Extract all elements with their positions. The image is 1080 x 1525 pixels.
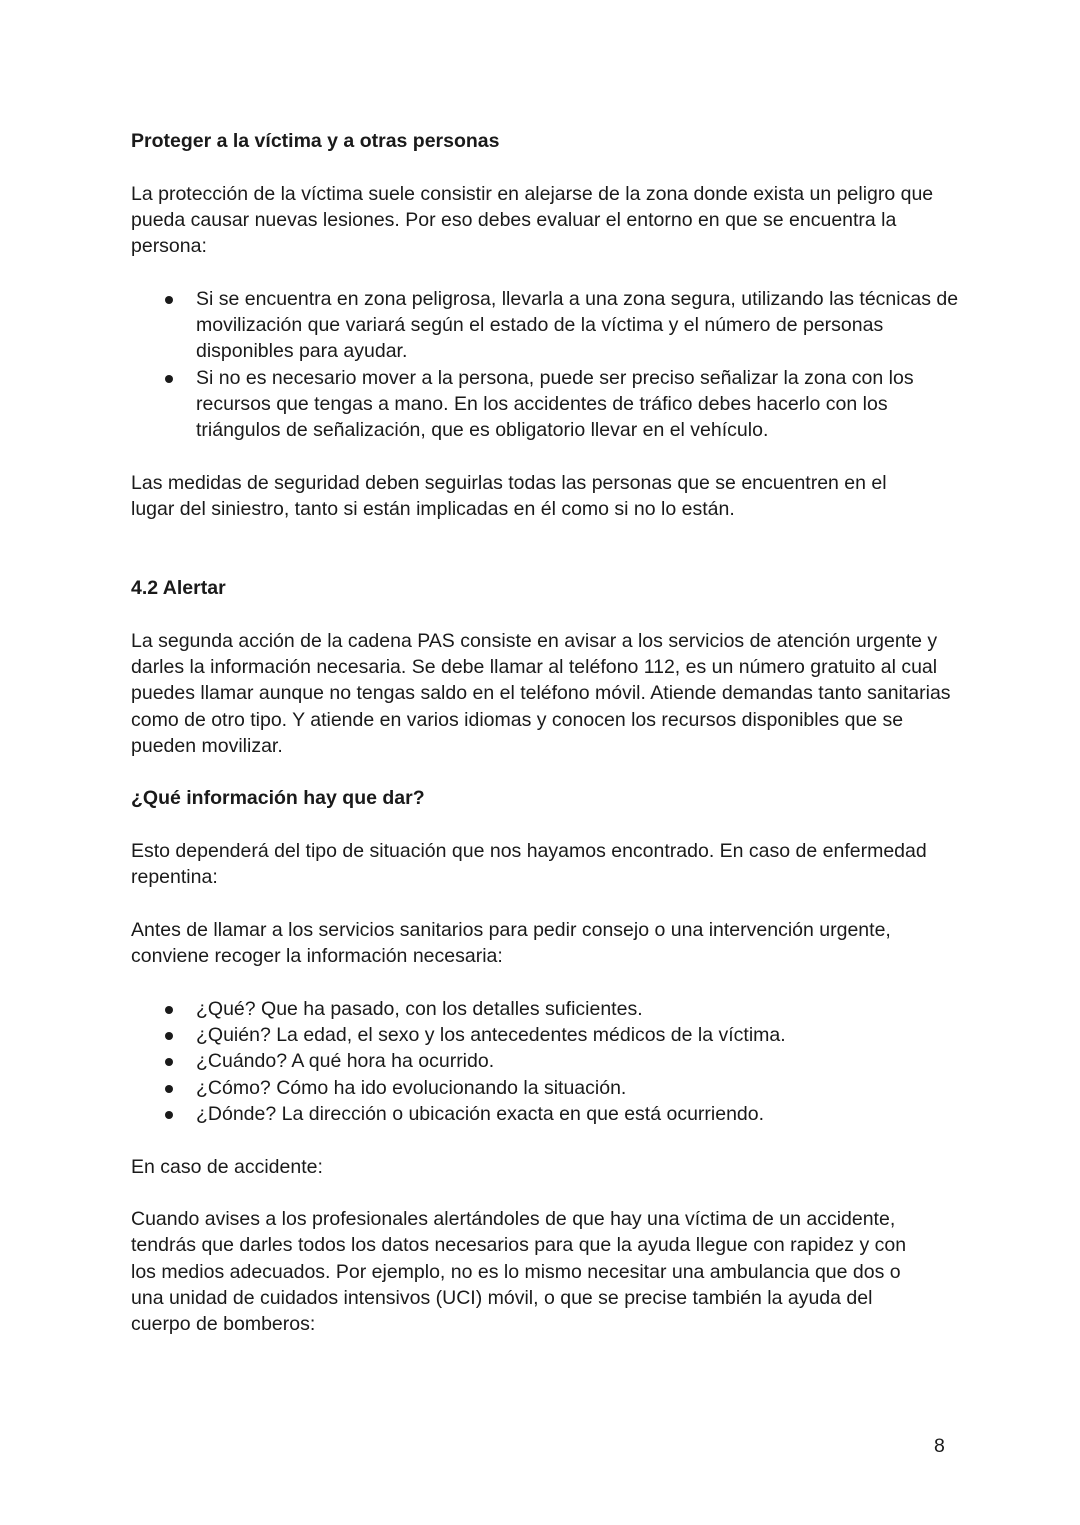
- bullet-icon: [165, 1111, 173, 1119]
- section-heading-alertar: 4.2 Alertar: [131, 577, 226, 600]
- bullet-icon: [165, 375, 173, 383]
- list-item: [196, 1075, 961, 1101]
- bullet-icon: [165, 1085, 173, 1093]
- list-item-text: ¿Dónde? La dirección o ubicación exacta en que está ocurriendo.: [196, 1102, 765, 1125]
- list-item-text: ¿Cuándo? A qué hora ha ocurrido.: [196, 1050, 495, 1073]
- paragraph-proteger-intro: La protección de la víctima suele consistir en alejarse de la zona donde exista un peligro que pueda causar nuevas lesiones. Por eso debes evaluar el entorno en que se encuentra la persona:: [131, 182, 934, 258]
- section-heading-informacion: ¿Qué información hay que dar?: [131, 787, 425, 810]
- list-item: [196, 996, 961, 1022]
- list-item: [196, 365, 961, 444]
- list-item-text: ¿Cómo? Cómo ha ido evolucionando la situación.: [196, 1076, 627, 1099]
- bullet-list-proteger: [131, 286, 961, 444]
- list-item-text: ¿Qué? Que ha pasado, con los detalles suficientes.: [196, 997, 643, 1020]
- paragraph-informacion-1: Esto dependerá del tipo de situación que nos hayamos encontrado. En caso de enfermedad repentina:: [131, 840, 927, 889]
- paragraph-proteger-closing: Las medidas de seguridad deben seguirlas todas las personas que se encuentren en el lugar del siniestro, tanto si están implicadas en él como si no lo están.: [131, 471, 887, 521]
- bullet-icon: [165, 1032, 173, 1040]
- list-item-text: ¿Quién? La edad, el sexo y los antecedentes médicos de la víctima.: [196, 1024, 786, 1047]
- list-item: [196, 1101, 961, 1127]
- document-page: [131, 128, 961, 1338]
- bullet-icon: [165, 1058, 173, 1066]
- list-item: [196, 1022, 961, 1048]
- bullet-icon: [165, 296, 173, 304]
- list-item-text: Si se encuentra en zona peligrosa, llevarla a una zona segura, utilizando las técnicas de movilización que variará según el estado de la víctima y el número de personas disponibles para ayudar.: [196, 287, 959, 363]
- section-heading-proteger: Proteger a la víctima y a otras personas: [131, 130, 500, 152]
- list-item-text: Si no es necesario mover a la persona, puede ser preciso señalizar la zona con los recursos que tengas a mano. En los accidentes de tráfico debes hacerlo con los triángulos de señalización, que es obligatorio llevar en el vehículo.: [196, 366, 914, 442]
- paragraph-accidente-label: En caso de accidente:: [131, 1155, 323, 1178]
- bullet-list-informacion: [131, 996, 961, 1127]
- paragraph-alertar-intro: La segunda acción de la cadena PAS consiste en avisar a los servicios de atención urgente y darles la información necesaria. Se debe llamar al teléfono 112, es un número gratuito al cual puedes llamar aunque no tengas saldo en el teléfono móvil. Atiende demandas tanto sanitarias como de otro tipo. Y atiende en varios idiomas y conocen los recursos disponibles que se pueden movilizar.: [131, 629, 951, 757]
- bullet-icon: [165, 1006, 173, 1014]
- page-number: 8: [934, 1435, 945, 1457]
- paragraph-accidente: Cuando avises a los profesionales alertándoles de que hay una víctima de un accidente, tendrás que darles todos los datos necesarios para que la ayuda llegue con rapidez y con los medios adecuados. Por ejemplo, no es lo mismo necesitar una ambulancia que dos o una unidad de cuidados intensivos (UCI) móvil, o que se precise también la ayuda del cuerpo de bomberos:: [131, 1208, 907, 1336]
- list-item: [196, 1048, 961, 1074]
- list-item: [196, 286, 961, 365]
- paragraph-informacion-2: Antes de llamar a los servicios sanitarios para pedir consejo o una intervención urgente, conviene recoger la información necesaria:: [131, 918, 891, 968]
